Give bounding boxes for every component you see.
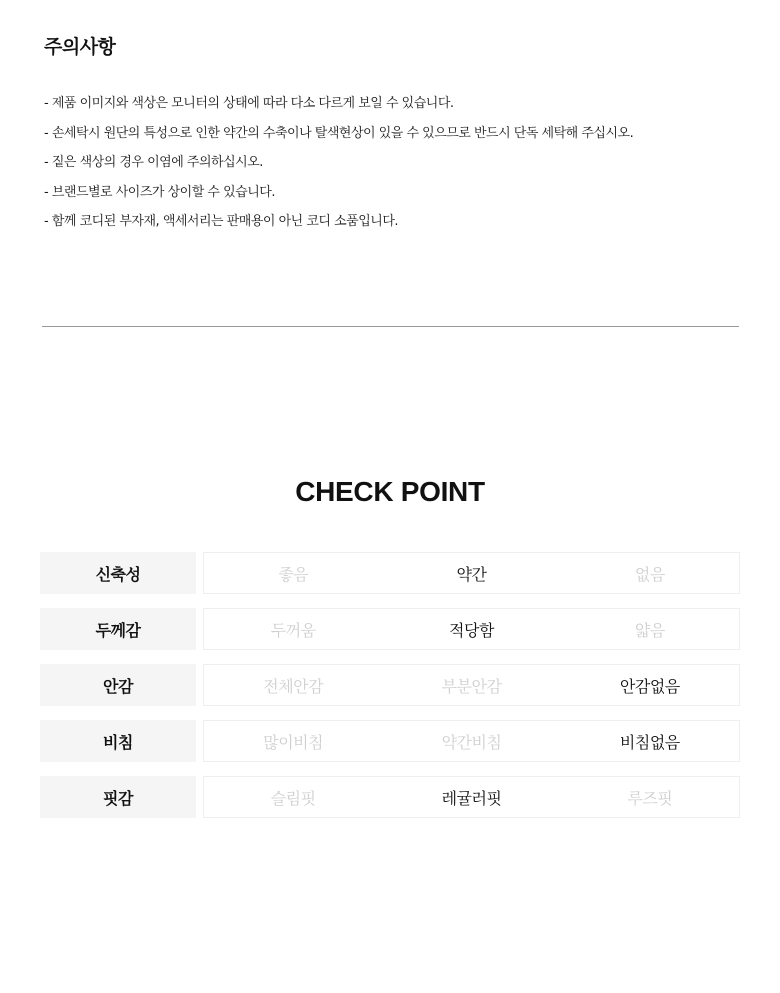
checkpoint-option: 안감없음 <box>619 676 680 696</box>
checkpoint-option: 적당함 <box>449 620 494 640</box>
notice-section <box>44 30 744 237</box>
notice-item: - 브랜드별로 사이즈가 상이할 수 있습니다. <box>44 184 275 200</box>
notice-item: - 함께 코디된 부자재, 액세서리는 판매용이 아닌 코디 소품입니다. <box>44 214 399 229</box>
checkpoint-options <box>203 720 740 762</box>
checkpoint-table <box>40 552 740 832</box>
checkpoint-label: 두께감 <box>40 608 196 650</box>
checkpoint-option: 많이비침 <box>263 732 324 752</box>
checkpoint-option: 좋음 <box>278 564 309 584</box>
checkpoint-label: 신축성 <box>40 552 196 594</box>
checkpoint-option: 전체안감 <box>263 676 324 696</box>
checkpoint-options <box>203 552 740 594</box>
checkpoint-option: 비침없음 <box>619 732 680 752</box>
checkpoint-option: 부분안감 <box>441 676 502 696</box>
notice-list <box>44 89 744 237</box>
checkpoint-row-thickness <box>40 608 740 650</box>
checkpoint-option: 얇음 <box>634 620 665 640</box>
checkpoint-option: 슬림핏 <box>270 788 316 808</box>
checkpoint-option: 두꺼움 <box>270 620 316 640</box>
checkpoint-options <box>203 664 740 706</box>
checkpoint-options <box>203 608 740 650</box>
checkpoint-option: 약간비침 <box>441 732 502 752</box>
checkpoint-row-stretch <box>40 552 740 594</box>
checkpoint-options <box>203 776 740 818</box>
section-divider <box>42 326 739 327</box>
checkpoint-option: 루즈핏 <box>627 788 673 808</box>
notice-item: - 제품 이미지와 색상은 모니터의 상태에 따라 다소 다르게 보일 수 있습니다. <box>44 96 454 111</box>
checkpoint-row-fit <box>40 776 740 818</box>
notice-title: 주의사항 <box>44 36 116 58</box>
checkpoint-option: 약간 <box>456 564 487 584</box>
checkpoint-option: 없음 <box>634 564 665 584</box>
checkpoint-label: 안감 <box>40 664 196 706</box>
checkpoint-row-lining <box>40 664 740 706</box>
checkpoint-title: CHECK POINT <box>295 476 485 508</box>
notice-item: - 손세탁시 원단의 특성으로 인한 약간의 수축이나 탈색현상이 있을 수 있으므로 반드시 단독 세탁해 주십시오. <box>44 125 634 141</box>
checkpoint-label: 비침 <box>40 720 196 762</box>
notice-item: - 짙은 색상의 경우 이염에 주의하십시오. <box>44 155 263 170</box>
checkpoint-row-sheerness <box>40 720 740 762</box>
checkpoint-option: 레귤러핏 <box>441 788 502 808</box>
checkpoint-label: 핏감 <box>40 776 196 818</box>
